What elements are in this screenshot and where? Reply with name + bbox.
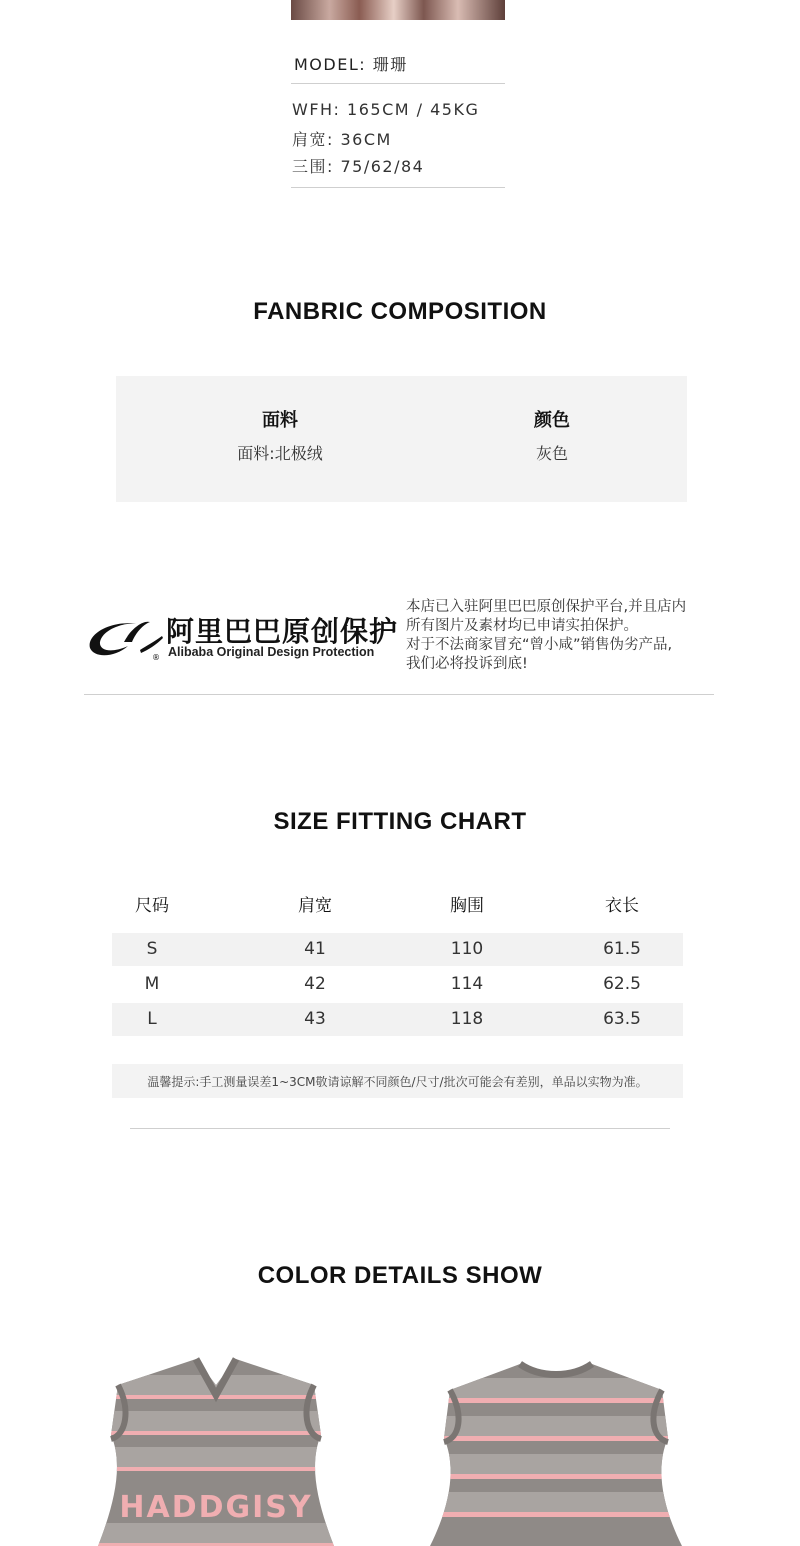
divider bbox=[291, 187, 505, 188]
model-spec-measurements: 三围: 75/62/84 bbox=[292, 157, 425, 176]
shoulder-cell: 42 bbox=[304, 974, 326, 994]
table-row bbox=[112, 1003, 683, 1036]
fabric-header-material: 面料 bbox=[262, 410, 298, 431]
fabric-value-color: 灰色 bbox=[535, 444, 568, 463]
model-photo bbox=[291, 0, 505, 20]
size-note-panel bbox=[112, 1064, 683, 1098]
alibaba-cn-name: 阿里巴巴原创保护 bbox=[166, 615, 399, 648]
chest-cell: 118 bbox=[450, 1009, 484, 1029]
fabric-header-color: 颜色 bbox=[534, 410, 570, 431]
length-cell: 63.5 bbox=[603, 1009, 641, 1029]
size-cell: S bbox=[146, 939, 158, 959]
size-header: 肩宽 bbox=[298, 896, 332, 916]
size-header: 胸围 bbox=[450, 896, 484, 916]
registered-mark: ® bbox=[152, 653, 160, 662]
fabric-panel bbox=[116, 376, 687, 502]
size-cell: L bbox=[147, 1009, 157, 1029]
length-cell: 62.5 bbox=[603, 974, 641, 994]
vest-front-lettering: HADDGISY bbox=[119, 1490, 313, 1525]
model-spec-shoulder: 肩宽: 36CM bbox=[292, 130, 392, 149]
size-note: 温馨提示:手工测量误差1~3CM敬请谅解不同颜色/尺寸/批次可能会有差别，单品以实物为准。 bbox=[147, 1075, 648, 1089]
protection-notice bbox=[406, 598, 736, 674]
color-section-title: COLOR DETAILS SHOW bbox=[257, 1262, 543, 1289]
divider bbox=[130, 1128, 670, 1129]
notice-line: 本店已入驻阿里巴巴原创保护平台,并且店内 bbox=[406, 599, 687, 615]
fabric-value-material: 面料:北极绒 bbox=[237, 444, 323, 463]
size-table-header bbox=[112, 890, 683, 923]
chest-cell: 110 bbox=[450, 939, 484, 959]
size-header: 尺码 bbox=[135, 896, 169, 916]
notice-line: 我们必将投诉到底! bbox=[406, 656, 528, 672]
alibaba-logo-icon bbox=[84, 612, 164, 662]
notice-line: 所有图片及素材均已申请实拍保护。 bbox=[406, 618, 638, 634]
notice-line: 对于不法商家冒充“曾小咸”销售伪劣产品, bbox=[406, 637, 673, 653]
size-header: 衣长 bbox=[605, 896, 639, 916]
shoulder-cell: 41 bbox=[304, 939, 326, 959]
fabric-section-title: FANBRIC COMPOSITION bbox=[253, 298, 547, 325]
chest-cell: 114 bbox=[450, 974, 484, 994]
size-cell: M bbox=[144, 974, 160, 994]
divider bbox=[291, 83, 505, 84]
table-row bbox=[112, 933, 683, 966]
vest-front-image bbox=[96, 1355, 336, 1546]
divider bbox=[84, 694, 714, 695]
alibaba-en-name: Alibaba Original Design Protection bbox=[168, 645, 375, 659]
shoulder-cell: 43 bbox=[304, 1009, 326, 1029]
model-name: MODEL: 珊珊 bbox=[294, 55, 408, 74]
size-section-title: SIZE FITTING CHART bbox=[273, 808, 527, 835]
vest-back-image bbox=[428, 1360, 684, 1546]
table-row bbox=[112, 968, 683, 1001]
model-spec-wfh: WFH: 165CM / 45KG bbox=[292, 100, 480, 119]
length-cell: 61.5 bbox=[603, 939, 641, 959]
